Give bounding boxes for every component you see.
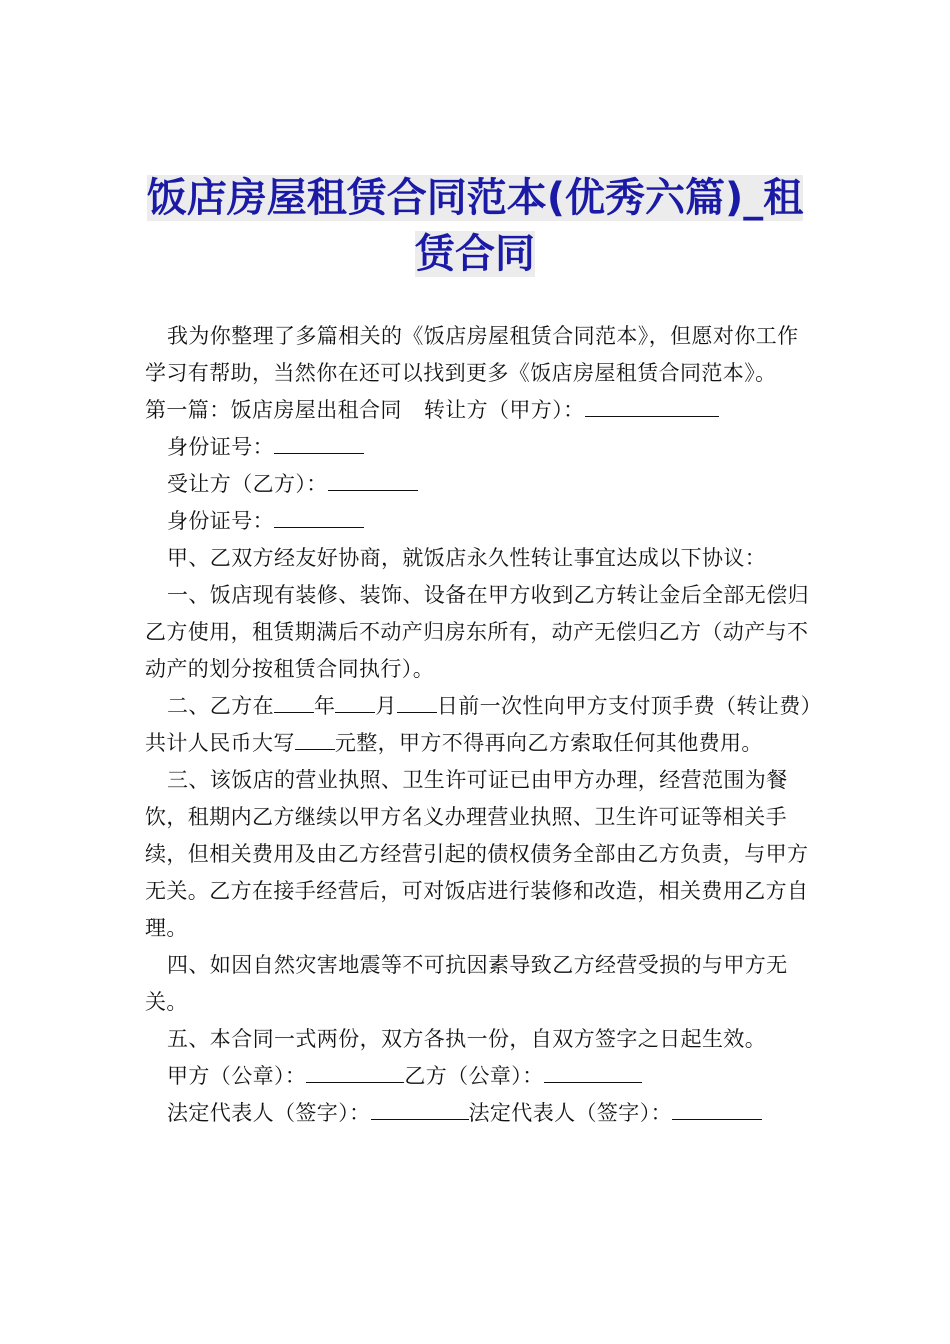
clause-2 <box>145 688 813 762</box>
id-blank-1 <box>274 431 364 454</box>
party-b-seal-label: 乙方（公章）： <box>404 1064 544 1088</box>
rep-a-blank <box>371 1097 469 1120</box>
transferee-label: 受让方（乙方）： <box>167 472 328 496</box>
document-title: 饭店房屋租赁合同范本(优秀六篇)_租赁合同 <box>146 175 804 277</box>
signature-line-2 <box>145 1095 813 1132</box>
clause-1: 一、饭店现有装修、装饰、设备在甲方收到乙方转让金后全部无偿归乙方使用，租赁期满后不动产归房东所有，动产无偿归乙方（动产与不动产的划分按租赁合同执行）。 <box>145 583 809 681</box>
clause-5: 五、本合同一式两份，双方各执一份，自双方签字之日起生效。 <box>167 1027 767 1051</box>
party-b-seal-blank <box>544 1060 642 1083</box>
id-blank-2 <box>274 505 364 528</box>
month-blank <box>335 690 375 713</box>
title-block <box>145 170 805 282</box>
clause-2-month: 月 <box>375 694 397 718</box>
id-label-1: 身份证号： <box>167 435 274 459</box>
transferor-label: 转让方（甲方）： <box>423 398 585 422</box>
clause-2-year: 年 <box>314 694 336 718</box>
party-a-seal-blank <box>306 1060 404 1083</box>
intro-paragraph: 我为你整理了多篇相关的《饭店房屋租赁合同范本》，但愿对你工作学习有帮助，当然你在还可以找到更多《饭店房屋租赁合同范本》。 <box>145 324 799 385</box>
id-line-1 <box>145 429 813 466</box>
party-a-seal-label: 甲方（公章）： <box>167 1064 307 1088</box>
year-blank <box>274 690 314 713</box>
transferee-line <box>145 466 813 503</box>
clause-2-part1: 二、乙方在 <box>167 694 274 718</box>
rep-b-label: 法定代表人（签字）： <box>468 1101 672 1125</box>
id-label-2: 身份证号： <box>167 509 274 533</box>
day-blank <box>397 690 437 713</box>
signature-line-1 <box>145 1058 813 1095</box>
section1-heading: 第一篇：饭店房屋出租合同 <box>145 398 402 422</box>
clause-3: 三、该饭店的营业执照、卫生许可证已由甲方办理，经营范围为餐饮，租期内乙方继续以甲方名义办理营业执照、卫生许可证等相关手续，但相关费用及由乙方经营引起的债权债务全部由乙方负责，与甲方无关。乙方在接手经营后，可对饭店进行装修和改造，相关费用乙方自理。 <box>145 768 809 940</box>
section1-heading-line <box>145 392 813 429</box>
rep-a-label: 法定代表人（签字）： <box>167 1101 371 1125</box>
amount-blank <box>295 727 335 750</box>
transferee-blank <box>328 468 418 491</box>
clause-2-part3: 元整，甲方不得再向乙方索取任何其他费用。 <box>334 731 763 755</box>
clause-4: 四、如因自然灾害地震等不可抗因素导致乙方经营受损的与甲方无关。 <box>145 953 788 1014</box>
id-line-2 <box>145 503 813 540</box>
transferor-blank <box>585 394 719 417</box>
clause-2-part2: 日前一次性向甲方支付顶手费（转让费）共计人民币大写 <box>145 694 812 755</box>
document-body <box>145 318 813 1132</box>
agreement-intro: 甲、乙双方经友好协商，就饭店永久性转让事宜达成以下协议： <box>167 546 767 570</box>
rep-b-blank <box>672 1097 762 1120</box>
